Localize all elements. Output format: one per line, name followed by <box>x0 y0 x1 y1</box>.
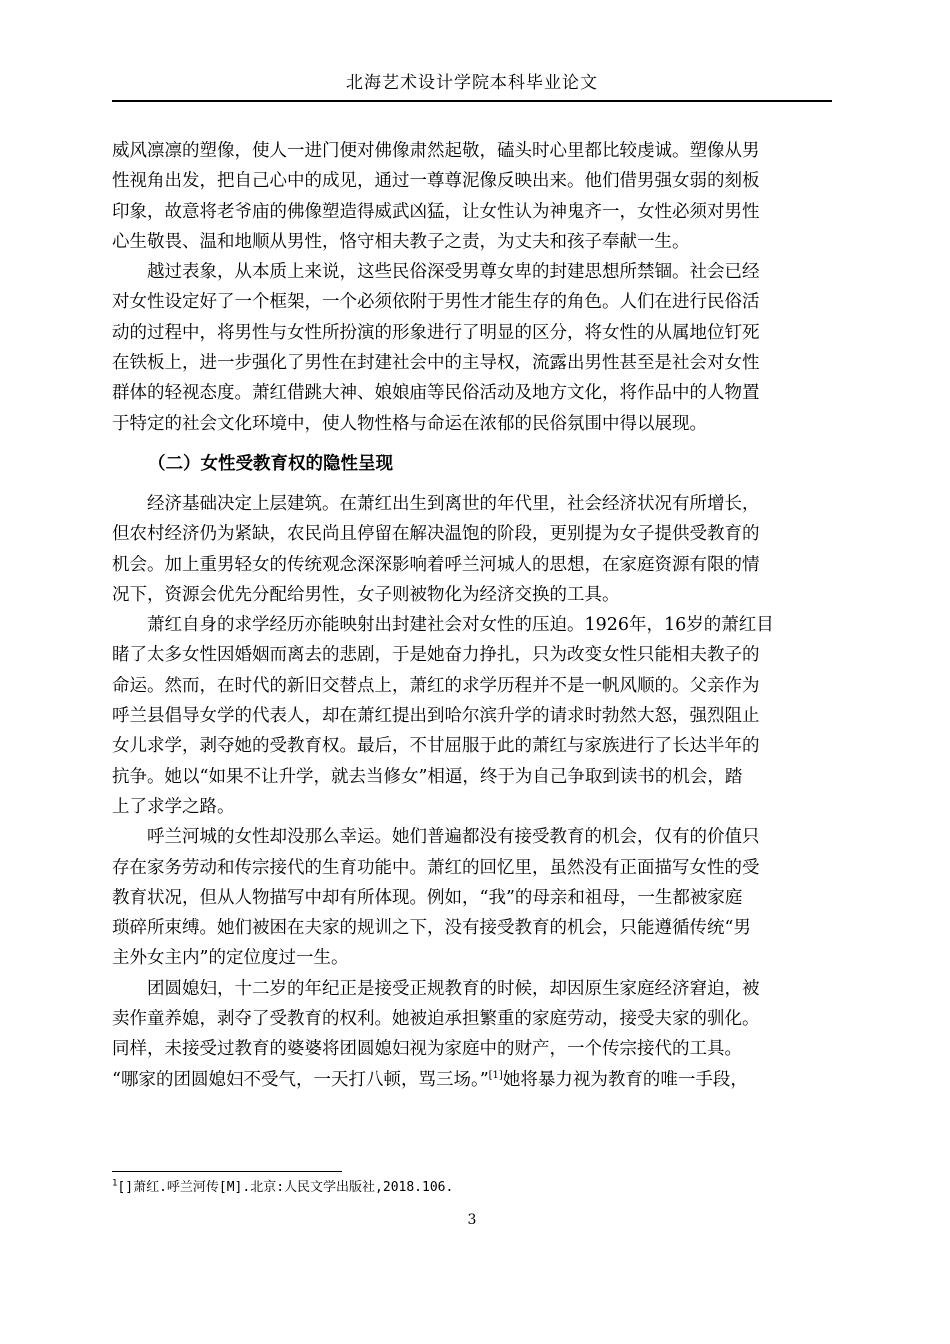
text-line: 女儿求学，剥夺她的受教育权。最后，不甘屈服于此的萧红与家族进行了长达半年的 <box>112 736 760 757</box>
text-line: 萧红自身的求学经历亦能映射出封建社会对女性的压迫。1926年，16岁的萧红目 <box>112 615 774 636</box>
text-line: 机会。加上重男轻女的传统观念深深影响着呼兰河城人的思想，在家庭资源有限的情 <box>112 554 760 575</box>
text-line: 卖作童养媳，剥夺了受教育的权利。她被迫承担繁重的家庭劳动，接受夫家的驯化。 <box>112 1009 760 1030</box>
body-text <box>112 136 832 1095</box>
text-line: 威风凛凛的塑像，使人一进门便对佛像肃然起敬，磕头时心里都比较虔诚。塑像从男 <box>112 141 760 161</box>
text-line: 对女性设定好了一个框架，一个必须依附于男性才能生存的角色。人们在进行民俗活 <box>112 292 760 313</box>
quote-text: “哪家的团圆媳妇不受气，一天打八顿，骂三场。” <box>112 1069 489 1090</box>
paragraph-group-b <box>112 489 832 1065</box>
text-line: 动的过程中，将男性与女性所扮演的形象进行了明显的区分，将女性的从属地位钉死 <box>112 322 760 343</box>
text-line: 命运。然而，在时代的新旧交替点上，萧红的求学历程并不是一帆风顺的。父亲作为 <box>112 675 760 696</box>
text-line: 琐碎所束缚。她们被困在夫家的规训之下，没有接受教育的机会，只能遵循传统“男 <box>112 918 751 939</box>
text-line: 抗争。她以“如果不让升学，就去当修女”相逼，终于为自己争取到读书的机会，踏 <box>112 766 743 787</box>
paragraph <box>112 257 832 439</box>
citation-marker: [1] <box>488 1069 503 1081</box>
text-line: 越过表象，从本质上来说，这些民俗深受男尊女卑的封建思想所禁锢。社会已经 <box>112 262 760 283</box>
footnote-rule <box>112 1171 342 1172</box>
paragraph <box>112 822 832 973</box>
section-heading: （二）女性受教育权的隐性呈现 <box>148 453 393 474</box>
text-line: 经济基础决定上层建筑。在萧红出生到离世的年代里，社会经济状况有所增长， <box>112 493 760 514</box>
header-rule <box>112 100 832 102</box>
text-line: 团圆媳妇，十二岁的年纪正是接受正规教育的时候，却因原生家庭经济窘迫，被 <box>112 978 760 999</box>
text-line: 存在家务劳动和传宗接代的生育功能中。萧红的回忆里，虽然没有正面描写女性的受 <box>112 857 760 878</box>
text-line: 主外女主内”的定位度过一生。 <box>112 948 349 969</box>
text-line: 印象，故意将老爷庙的佛像塑造得威武凶猛，让女性认为神鬼齐一，女性必须对男性 <box>112 201 760 222</box>
text-line: 但农村经济仍为紧缺，农民尚且停留在解决温饱的阶段，更别提为女子提供受教育的 <box>112 524 760 545</box>
text-line: 教育状况，但从人物描写中却有所体现。例如，“我”的母亲和祖母，一生都被家庭 <box>112 887 743 908</box>
footnote <box>112 1178 832 1198</box>
paragraph <box>112 489 832 610</box>
paragraph-final-line <box>112 1065 832 1095</box>
text-line: 呼兰县倡导女学的代表人，却在萧红提出到哈尔滨升学的请求时勃然大怒，强烈阻止 <box>112 706 760 727</box>
text-line: 同样，未接受过教育的婆婆将团圆媳妇视为家庭中的财产，一个传宗接代的工具。 <box>112 1039 742 1060</box>
footnote-text: []萧红.呼兰河传[M].北京:人民文学出版社,2018.106. <box>117 1180 454 1195</box>
paragraph-group-a <box>112 136 832 439</box>
footnote-marker: 1 <box>112 1178 118 1189</box>
paragraph <box>112 974 832 1065</box>
text-line: 心生敬畏、温和地顺从男性，恪守相夫教子之责，为丈夫和孩子奉献一生。 <box>112 231 690 252</box>
page-number: 3 <box>467 1212 477 1228</box>
quote-tail: 她将暴力视为教育的唯一手段， <box>502 1069 748 1090</box>
text-line: 在铁板上，进一步强化了男性在封建社会中的主导权，流露出男性甚至是社会对女性 <box>112 353 760 374</box>
text-line: 呼兰河城的女性却没那么幸运。她们普遍都没有接受教育的机会，仅有的价值只 <box>112 827 760 848</box>
paragraph <box>112 610 832 822</box>
text-line: 性视角出发，把自己心中的成见，通过一尊尊泥像反映出来。他们借男强女弱的刻板 <box>112 171 760 192</box>
text-line: 上了求学之路。 <box>112 796 235 817</box>
text-line: 群体的轻视态度。萧红借跳大神、娘娘庙等民俗活动及地方文化，将作品中的人物置 <box>112 383 760 404</box>
text-line: 于特定的社会文化环境中，使人物性格与命运在浓郁的民俗氛围中得以展现。 <box>112 413 707 434</box>
paragraph <box>112 136 832 257</box>
text-line: 况下，资源会优先分配给男性，女子则被物化为经济交换的工具。 <box>112 584 620 605</box>
text-line: 睹了太多女性因婚姻而离去的悲剧，于是她奋力挣扎，只为改变女性只能相夫教子的 <box>112 645 760 666</box>
page-header: 北海艺术设计学院本科毕业论文 <box>346 73 598 93</box>
